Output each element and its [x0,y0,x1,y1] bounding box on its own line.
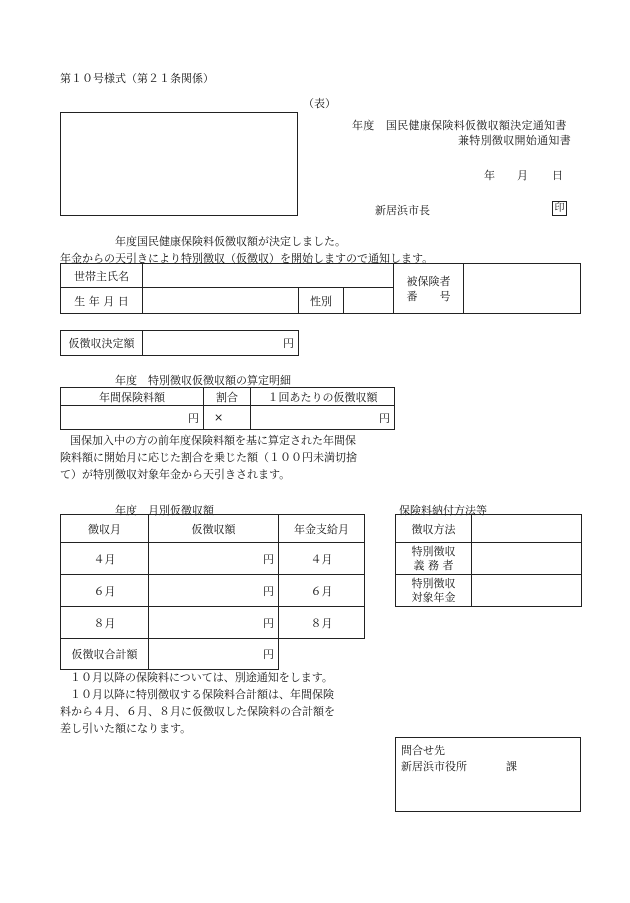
pension-month: ８月 [279,607,365,639]
provisional-amount-table [60,330,299,356]
collection-method-value[interactable] [472,515,582,543]
total-amount[interactable]: 円 [149,639,279,670]
insured-number-label: 被保険者 番 号 [394,264,464,314]
household-head-value[interactable] [143,264,394,288]
target-pension-value[interactable] [472,575,582,607]
collection-amount[interactable]: 円 [149,575,279,607]
contact-office: 新居浜市役所 [401,760,467,773]
provisional-amount-value[interactable]: 円 [143,331,299,356]
breakdown-title: 年度 特別徴収仮徴収額の算定明細 [115,374,291,387]
household-head-label: 世帯主氏名 [61,264,143,288]
provisional-amount-label: 仮徴収決定額 [61,331,143,356]
total-label: 仮徴収合計額 [61,639,149,670]
monthly-header-pension-month: 年金支給月 [279,515,365,543]
table-row [61,607,365,639]
payment-method-table [395,514,582,607]
notice-title: 年度 国民健康保険料仮徴収額決定通知書 [352,119,567,132]
mayor-label: 新居浜市長 [375,204,430,217]
breakdown-header-per-installment: １回あたりの仮徴収額 [251,388,395,406]
breakdown-header-annual: 年間保険料額 [61,388,204,406]
obligor-value[interactable] [472,543,582,575]
birthdate-value[interactable] [143,288,299,314]
target-pension-label: 特別徴収 対象年金 [396,575,472,607]
collection-amount[interactable]: 円 [149,607,279,639]
date-day: 日 [552,169,563,182]
insured-number-value[interactable] [464,264,581,314]
gender-label: 性別 [299,288,344,314]
per-installment-value[interactable]: 円 [251,406,395,430]
table-row [61,575,365,607]
collection-month: ６月 [61,575,149,607]
table-row [61,543,365,575]
pension-month: ６月 [279,575,365,607]
date-year: 年 [484,169,495,182]
payment-title: 保険料納付方法等 [399,504,487,517]
intro-line-2: 年金からの天引きにより特別徴収（仮徴収）を開始しますので通知します。 [60,252,434,265]
intro-line-1: 年度国民健康保険料仮徴収額が決定しました。 [115,235,346,248]
pension-month: ４月 [279,543,365,575]
breakdown-table [60,387,395,430]
breakdown-header-ratio: 割合 [204,388,251,406]
monthly-table [60,514,365,670]
collection-method-label: 徴収方法 [396,515,472,543]
contact-label: 問合せ先 [401,744,445,757]
gender-value[interactable] [344,288,394,314]
monthly-header-month: 徴収月 [61,515,149,543]
date-month: 月 [517,169,528,182]
face-label: （表） [303,97,336,110]
insured-info-table [60,263,581,314]
contact-box [395,737,581,812]
annual-premium-value[interactable]: 円 [61,406,204,430]
collection-amount[interactable]: 円 [149,543,279,575]
address-box [60,112,298,216]
breakdown-note: 国保加入中の方の前年度保険料額を基に算定された年間保 険料額に開始月に応じた割合を乗じた額（１００円未満切捨 て）が特別徴収対象年金から天引きされます。 [60,434,357,481]
form-number: 第１０号様式（第２１条関係） [60,72,214,85]
notice-subtitle: 兼特別徴収開始通知書 [458,134,571,147]
obligor-label: 特別徴収 義 務 者 [396,543,472,575]
monthly-title: 年度 月別仮徴収額 [115,504,214,517]
monthly-header-amount: 仮徴収額 [149,515,279,543]
collection-month: ８月 [61,607,149,639]
official-seal: 印 [552,201,567,216]
birthdate-label: 生 年 月 日 [61,288,143,314]
notes: １０月以降の保険料については、別途通知をします。 １０月以降に特別徴収する保険料合計額は、年間保険 料から４月、６月、８月に仮徴収した保険料の合計額を 差し引いた額になります。 [60,671,335,735]
contact-section: 課 [506,760,517,773]
collection-month: ４月 [61,543,149,575]
multiply-sign: × [204,406,251,430]
